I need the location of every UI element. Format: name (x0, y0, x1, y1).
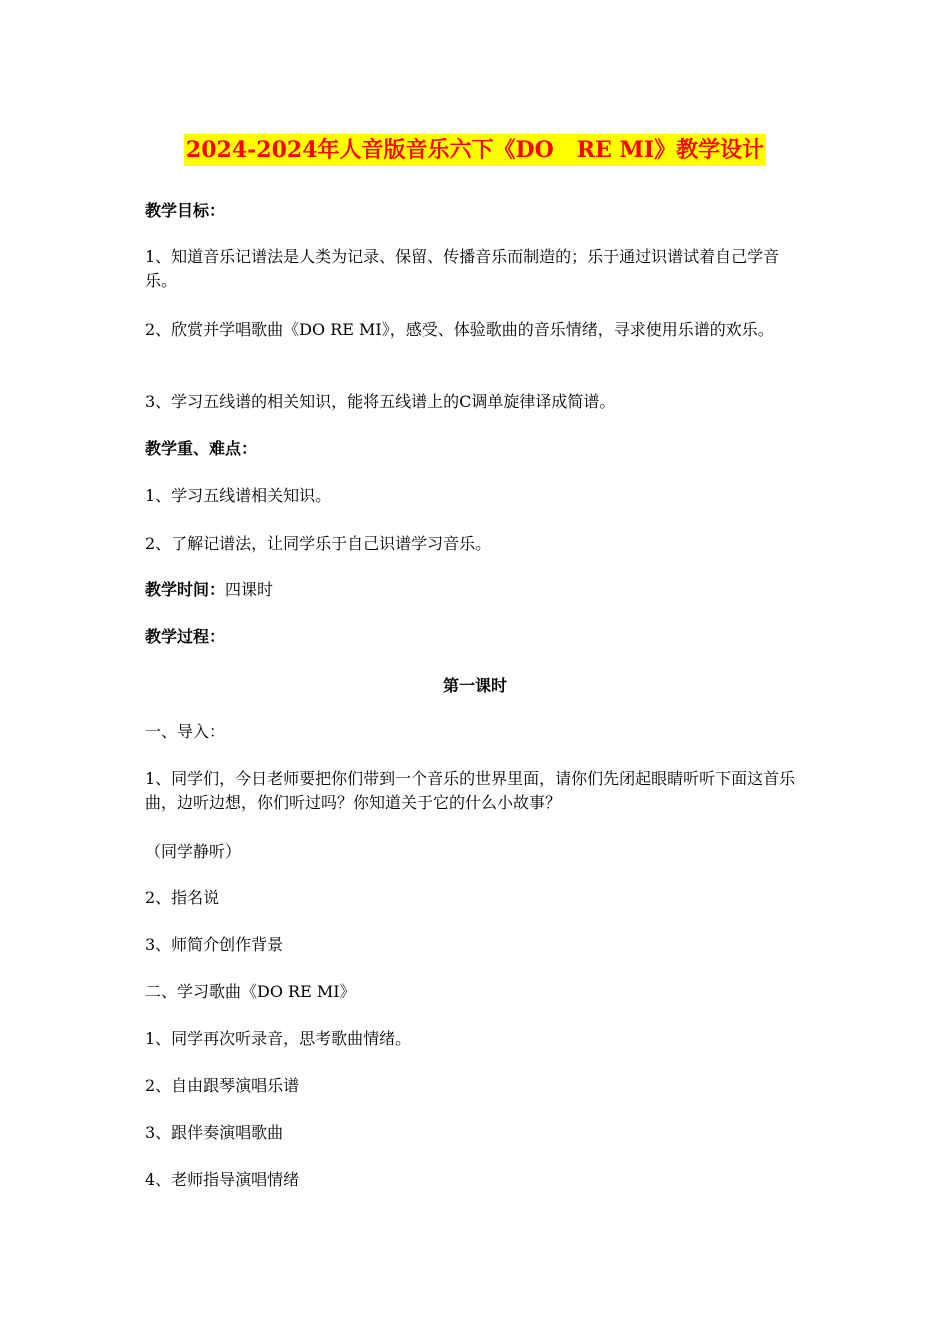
teaching-time-value: 四课时 (225, 580, 274, 599)
objectives-heading: 教学目标： (145, 201, 226, 220)
title-container (0, 134, 950, 166)
song-item-4: 4、老师指导演唱情绪 (145, 1170, 300, 1189)
intro-note: （同学静听） (145, 842, 242, 861)
objective-item-3: 3、学习五线谱的相关知识，能将五线谱上的C调单旋律译成简谱。 (145, 392, 616, 411)
document-title: 2024-2024年人音版音乐六下《DO RE MI》教学设计 (184, 134, 766, 166)
process-heading: 教学过程： (145, 627, 226, 646)
song-item-3: 3、跟伴奏演唱歌曲 (145, 1123, 284, 1142)
teaching-time-label: 教学时间： (145, 580, 226, 599)
intro-item-1: 1、同学们，今日老师要把你们带到一个音乐的世界里面，请你们先闭起眼睛听听下面这首乐曲，边听边想，你们听过吗？你知道关于它的什么小故事？ (145, 769, 796, 812)
song-item-1: 1、同学再次听录音，思考歌曲情绪。 (145, 1029, 412, 1048)
key-point-item-1: 1、学习五线谱相关知识。 (145, 486, 332, 505)
key-point-item-2: 2、了解记谱法，让同学乐于自己识谱学习音乐。 (145, 534, 492, 553)
objective-item-2: 2、欣赏并学唱歌曲《DO RE MI》，感受、体验歌曲的音乐情绪，寻求使用乐谱的欢乐。 (145, 320, 774, 339)
intro-item-3: 3、师简介创作背景 (145, 935, 284, 954)
intro-item-2: 2、指名说 (145, 888, 220, 907)
key-points-heading: 教学重、难点： (145, 439, 258, 458)
song-heading: 二、学习歌曲《DO RE MI》 (145, 982, 356, 1001)
lesson-1-heading: 第一课时 (442, 676, 507, 695)
objective-item-1: 1、知道音乐记谱法是人类为记录、保留、传播音乐而制造的；乐于通过识谱试着自己学音乐。 (145, 247, 780, 290)
intro-heading: 一、导入： (145, 722, 226, 741)
teaching-time (145, 578, 810, 602)
song-item-2: 2、自由跟琴演唱乐谱 (145, 1076, 300, 1095)
